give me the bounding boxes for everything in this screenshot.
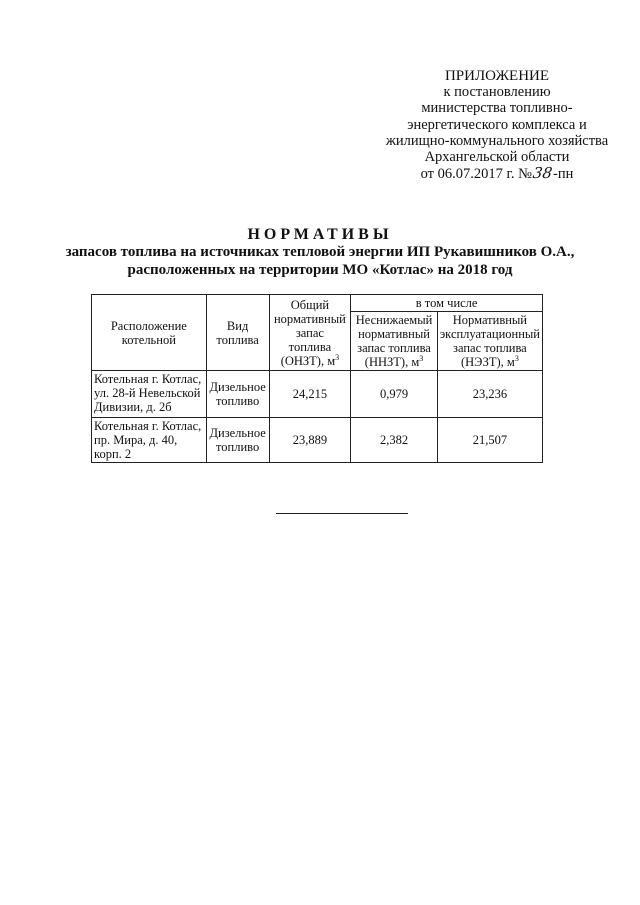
closing-divider-line (276, 513, 408, 514)
header-fuel-type: Вид топлива (206, 295, 269, 371)
table-row (92, 418, 543, 463)
header-total-reserve: Общий нормативный запас топлива (ОНЗТ), $м^3$ (269, 295, 351, 371)
cell-location: Котельная г. Котлас, ул. 28-й Невельской Дивизии, д. 2б (92, 371, 207, 418)
fuel-norms-table (91, 294, 543, 463)
header-nezt: Нормативный эксплуатационный запас топлива (НЭЗТ), $м^3$ (437, 312, 542, 371)
cell-nnzt: 2,382 (351, 418, 438, 463)
annex-block (368, 68, 626, 182)
header-including: в том числе (351, 295, 543, 312)
annex-number-suffix: -пн (553, 166, 574, 183)
cell-nezt: 21,507 (437, 418, 542, 463)
annex-heading: ПРИЛОЖЕНИЕ (444, 68, 550, 84)
annex-date-prefix: от 06.07.2017 г. № (420, 166, 532, 183)
document-subtitle-line-1: запасов топлива на источниках тепловой энергии ИП Рукавишников О.А., (65, 244, 575, 260)
cell-fuel-type: Дизельное топливо (206, 371, 269, 418)
cell-total: 23,889 (269, 418, 351, 463)
document-subtitle-line-2: расположенных на территории МО «Котлас» на 2018 год (127, 262, 513, 278)
table-row (92, 371, 543, 418)
cell-location: Котельная г. Котлас, пр. Мира, д. 40, корп. 2 (92, 418, 207, 463)
header-nnzt: Неснижаемый нормативный запас топлива (ННЗТ), $м^3$ (351, 312, 438, 371)
cell-total: 24,215 (269, 371, 351, 418)
annex-line: министерства топливно- (421, 100, 573, 117)
annex-date-line (368, 165, 626, 182)
header-location: Расположение котельной (92, 295, 207, 371)
handwritten-document-number: 38 (531, 164, 554, 183)
annex-line: жилищно-коммунального хозяйства (385, 132, 609, 149)
cell-nnzt: 0,979 (351, 371, 438, 418)
annex-line: к постановлению (443, 84, 551, 101)
cell-fuel-type: Дизельное топливо (206, 418, 269, 463)
annex-line: Архангельской области (424, 149, 570, 166)
annex-line: энергетического комплекса и (407, 116, 587, 133)
cell-nezt: 23,236 (437, 371, 542, 418)
document-title: НОРМАТИВЫ (247, 226, 393, 243)
